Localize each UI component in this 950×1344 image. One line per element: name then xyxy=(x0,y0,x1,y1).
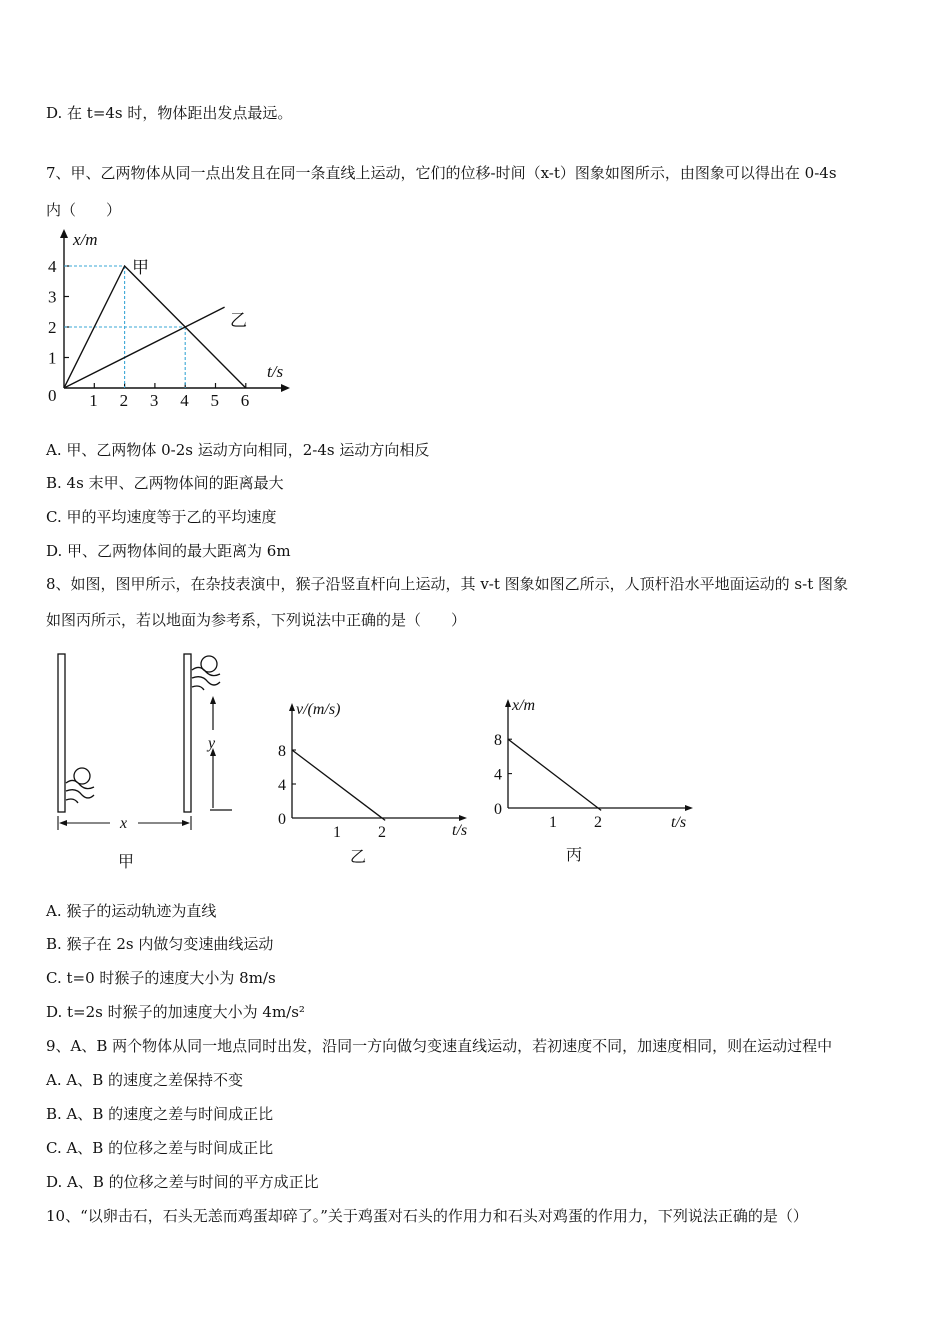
q8-jia-y-label: y xyxy=(208,735,216,752)
q8-stem-line1: 8、如图，图甲所示，在杂技表演中，猴子沿竖直杆向上运动，其 v-t 图象如图乙所示，人顶杆沿水平地面运动的 s-t 图象 xyxy=(46,575,848,593)
q8-option-d: D. t=2s 时猴子的加速度大小为 4m/s² xyxy=(46,1003,305,1021)
bing-x-tick-label: 1 xyxy=(549,814,557,831)
q8-option-a: A. 猴子的运动轨迹为直线 xyxy=(46,902,217,920)
q7-y-arrow xyxy=(60,229,68,238)
q8-bing-caption: 丙 xyxy=(566,847,583,864)
q7-y-tick-label: 3 xyxy=(48,287,57,307)
q7-x-tick-label: 3 xyxy=(149,391,159,410)
q10-stem: 10、“以卵击石，石头无恙而鸡蛋却碎了。”关于鸡蛋对石头的作用力和石头对鸡蛋的作用力，下列说法正确的是（） xyxy=(46,1207,808,1225)
q7-x-tick-label: 6 xyxy=(240,391,250,410)
q7-y-tick-label: 1 xyxy=(48,348,57,368)
q9-stem: 9、A、B 两个物体从同一地点同时出发，沿同一方向做匀变速直线运动，若初速度不同，加速度相同，则在运动过程中 xyxy=(46,1037,833,1055)
bing-y-tick-label: 0 xyxy=(494,801,502,818)
yi-y-tick-label: 0 xyxy=(278,811,286,828)
q8-fig-yi-vt-chart xyxy=(272,694,472,874)
q7-option-c: C. 甲的平均速度等于乙的平均速度 xyxy=(46,508,277,526)
q7-y-tick-label: 2 xyxy=(48,318,57,337)
q7-series-yi-label: 乙 xyxy=(230,311,247,330)
q8-bing-x-axis-label: t/s xyxy=(671,814,687,831)
q7-x-tick-label: 5 xyxy=(210,391,219,410)
bing-x-tick-label: 2 xyxy=(594,814,602,831)
q8-pole-left xyxy=(58,654,65,812)
q8-bing-x-line xyxy=(508,739,601,810)
q8-fig-bing-xt-chart xyxy=(488,690,698,870)
q8-monkey-bottom xyxy=(66,768,94,803)
q8-option-b: B. 猴子在 2s 内做匀变速曲线运动 xyxy=(46,935,274,953)
bing-y-tick-label: 8 xyxy=(494,732,502,750)
q6-option-d: D. 在 t=4s 时，物体距出发点最远。 xyxy=(46,104,293,122)
q7-origin-label: 0 xyxy=(48,386,57,405)
q8-jia-caption: 甲 xyxy=(118,854,135,871)
q9-option-c: C. A、B 的位移之差与时间成正比 xyxy=(46,1139,274,1157)
q7-series-jia-label: 甲 xyxy=(132,258,149,277)
q7-x-tick-label: 4 xyxy=(180,391,189,410)
yi-y-tick-label: 8 xyxy=(278,743,286,760)
q7-xt-chart xyxy=(40,225,310,415)
q8-monkey-top xyxy=(192,656,220,690)
q7-stem-line2: 内（ ） xyxy=(46,201,122,219)
q8-fig-jia xyxy=(50,648,250,878)
q7-x-tick-label: 1 xyxy=(89,391,98,410)
yi-x-tick-label: 1 xyxy=(333,824,341,841)
q8-yi-caption: 乙 xyxy=(350,849,367,866)
q7-y-tick-label: 4 xyxy=(48,257,57,276)
q9-option-d: D. A、B 的位移之差与时间的平方成正比 xyxy=(46,1173,319,1191)
q8-yi-y-axis-label: v/(m/s) xyxy=(296,701,341,718)
q7-series-yi-line xyxy=(64,307,225,388)
q8-pole-right xyxy=(184,654,191,812)
yi-y-tick-label: 4 xyxy=(278,777,286,794)
q7-y-axis-label: x/m xyxy=(73,230,98,249)
q8-yi-v-line xyxy=(292,750,385,820)
q9-option-a: A. A、B 的速度之差保持不变 xyxy=(46,1071,243,1089)
q8-option-c: C. t=0 时猴子的速度大小为 8m/s xyxy=(46,969,276,987)
q7-x-arrow xyxy=(281,384,290,392)
q7-option-d: D. 甲、乙两物体间的最大距离为 6m xyxy=(46,542,291,560)
bing-y-tick-label: 4 xyxy=(494,766,502,784)
q8-stem-line2: 如图丙所示，若以地面为参考系，下列说法中正确的是（ ） xyxy=(46,611,467,629)
q8-jia-x-label: x xyxy=(120,815,128,832)
yi-x-tick-label: 2 xyxy=(378,824,386,841)
q7-x-tick-label: 2 xyxy=(119,391,129,410)
q7-option-b: B. 4s 末甲、乙两物体间的距离最大 xyxy=(46,474,284,492)
q7-option-a: A. 甲、乙两物体 0-2s 运动方向相同，2-4s 运动方向相反 xyxy=(46,441,430,459)
q8-yi-x-axis-label: t/s xyxy=(452,822,468,839)
q8-bing-y-axis-label: x/m xyxy=(512,697,536,714)
q9-option-b: B. A、B 的速度之差与时间成正比 xyxy=(46,1105,274,1123)
q7-stem-line1: 7、甲、乙两物体从同一点出发且在同一条直线上运动，它们的位移-时间（x-t）图象如图所示，由图象可以得出在 0-4s xyxy=(46,164,837,182)
q7-x-axis-label: t/s xyxy=(267,362,284,381)
